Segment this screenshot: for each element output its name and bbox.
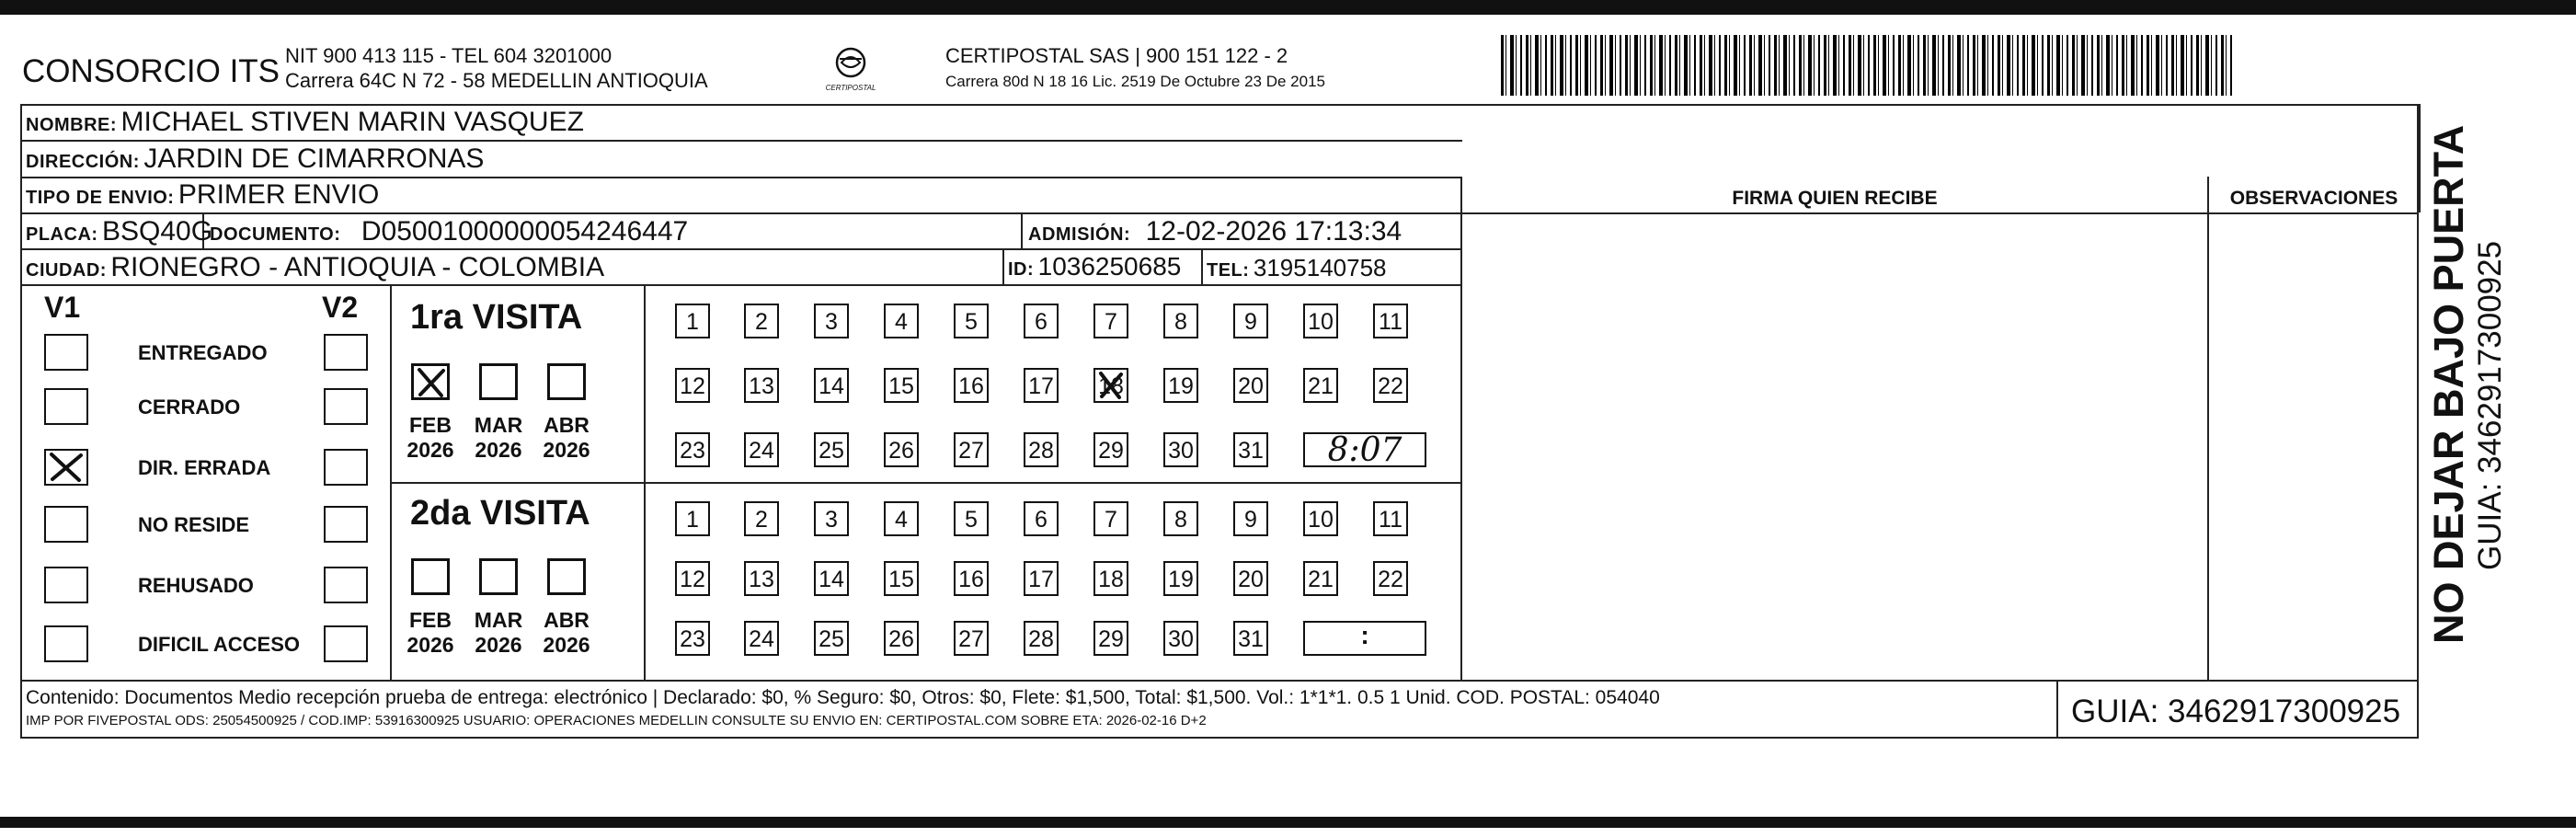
visit-divider [390, 482, 1462, 484]
day-box-27[interactable]: 27 [954, 432, 989, 467]
documento-label: DOCUMENTO: [210, 224, 341, 245]
day-box-8[interactable]: 8 [1163, 304, 1198, 338]
id-value: 1036250685 [1037, 252, 1182, 281]
year-label: 2026 [475, 438, 522, 462]
placa-row [26, 218, 212, 246]
status-label: DIR. ERRADA [138, 456, 271, 479]
day-box-26[interactable]: 26 [884, 432, 919, 467]
day-box-28[interactable]: 28 [1024, 621, 1059, 656]
col-divider [1201, 248, 1203, 285]
col-divider [2207, 177, 2209, 681]
v1-label: V1 [44, 291, 81, 324]
day-box-15[interactable]: 15 [884, 561, 919, 596]
day-box-22[interactable]: 22 [1373, 368, 1408, 403]
day-box-17[interactable]: 17 [1024, 368, 1059, 403]
tipo-label: TIPO DE ENVIO: [26, 188, 175, 208]
year-label: 2026 [543, 633, 590, 657]
visit2-title: 2da VISITA [410, 494, 590, 533]
id-label: ID: [1008, 259, 1035, 280]
barcode [1501, 35, 2232, 96]
row-divider [20, 140, 1462, 142]
day-box-21[interactable]: 21 [1303, 561, 1338, 596]
placa-value: BSQ40G [102, 216, 213, 247]
carrier-license: Carrera 80d N 18 16 Lic. 2519 De Octubre 23 De 2015 [945, 73, 1325, 90]
x-check-mark [1095, 370, 1127, 401]
certipostal-logo [819, 40, 883, 101]
status-label: ENTREGADO [138, 341, 268, 364]
status-label: CERRADO [138, 396, 241, 418]
x-check-mark [414, 366, 449, 399]
v2-checkbox[interactable] [324, 625, 368, 662]
ciudad-value: RIONEGRO - ANTIOQUIA - COLOMBIA [110, 252, 605, 282]
day-box-31[interactable]: 31 [1233, 432, 1268, 467]
company-name: CONSORCIO ITS [22, 53, 280, 89]
nombre-label: NOMBRE: [26, 115, 118, 135]
day-box-19[interactable]: 19 [1163, 368, 1198, 403]
documento-row [210, 218, 688, 246]
month-label: MAR [474, 413, 523, 437]
day-box-16[interactable]: 16 [954, 368, 989, 403]
month-checkbox-feb[interactable] [411, 558, 450, 595]
day-box-1[interactable]: 1 [675, 501, 710, 536]
certipostal-logo-text: CERTIPOSTAL [825, 84, 876, 92]
month-label: ABR [544, 413, 590, 437]
day-box-5[interactable]: 5 [954, 501, 989, 536]
row-divider [20, 284, 1462, 286]
day-box-24[interactable]: 24 [744, 432, 779, 467]
visit1-title: 1ra VISITA [410, 298, 583, 337]
year-label: 2026 [406, 438, 454, 462]
day-box-4[interactable]: 4 [884, 501, 919, 536]
month-label: ABR [544, 608, 590, 632]
top-edge-band [0, 0, 2576, 15]
month-checkbox-mar[interactable] [479, 558, 518, 595]
observaciones-header: OBSERVACIONES [2229, 188, 2399, 209]
day-box-14[interactable]: 14 [814, 561, 849, 596]
col-divider [2056, 680, 2058, 739]
tipo-row [26, 181, 379, 209]
footer-line2: IMP POR FIVEPOSTAL ODS: 25054500925 / COD.IMP: 53916300925 USUARIO: OPERACIONES MEDELLIN CONSULTE SU ENVIO EN: CERTIPOSTAL.COM SOBRE ETA: 2026-02-16 D+2 [26, 713, 1207, 728]
day-box-22[interactable]: 22 [1373, 561, 1408, 596]
day-box-18[interactable]: 18 [1093, 561, 1128, 596]
day-box-17[interactable]: 17 [1024, 561, 1059, 596]
day-box-10[interactable]: 10 [1303, 304, 1338, 338]
row-divider [20, 680, 2419, 682]
year-label: 2026 [475, 633, 522, 657]
status-label: NO RESIDE [138, 513, 250, 536]
day-box-24[interactable]: 24 [744, 621, 779, 656]
day-box-23[interactable]: 23 [675, 432, 710, 467]
admision-label: ADMISIÓN: [1028, 224, 1131, 245]
nombre-value: MICHAEL STIVEN MARIN VASQUEZ [120, 107, 584, 137]
carrier-name: CERTIPOSTAL SAS | 900 151 122 - 2 [945, 44, 1288, 67]
side-guia: GUIA: 3462917300925 [2472, 240, 2508, 570]
ciudad-label: CIUDAD: [26, 260, 107, 281]
day-box-9[interactable]: 9 [1233, 501, 1268, 536]
v2-label: V2 [322, 291, 359, 324]
day-box-7[interactable]: 7 [1093, 304, 1128, 338]
day-box-25[interactable]: 25 [814, 432, 849, 467]
day-box-6[interactable]: 6 [1024, 501, 1059, 536]
status-label: DIFICIL ACCESO [138, 633, 301, 656]
day-box-25[interactable]: 25 [814, 621, 849, 656]
v2-checkbox[interactable] [324, 567, 368, 603]
year-label: 2026 [406, 633, 454, 657]
v2-checkbox[interactable] [324, 449, 368, 486]
tel-value: 3195140758 [1253, 254, 1387, 281]
v2-checkbox[interactable] [324, 506, 368, 543]
nombre-row [26, 109, 584, 136]
col-divider [2419, 104, 2421, 212]
documento-value: D05001000000054246447 [361, 216, 689, 247]
day-box-11[interactable]: 11 [1373, 304, 1408, 338]
day-box-14[interactable]: 14 [814, 368, 849, 403]
time-box[interactable] [1303, 432, 1426, 467]
day-box-30[interactable]: 30 [1163, 621, 1198, 656]
admision-value: 12-02-2026 17:13:34 [1145, 216, 1402, 247]
month-label: FEB [409, 608, 452, 632]
col-divider [1460, 177, 1462, 681]
day-box-29[interactable]: 29 [1093, 621, 1128, 656]
v1-checkbox[interactable] [44, 388, 88, 425]
id-row [1008, 254, 1181, 280]
footer-guia: GUIA: 3462917300925 [2071, 694, 2401, 729]
v2-checkbox[interactable] [324, 334, 368, 371]
footer-line1: Contenido: Documentos Medio recepción prueba de entrega: electrónico | Declarado: $0, % Seguro: $0, Otros: $0, Flete: $1,500, Total: $1,500. Vol.: 1*1*1. 0.5 1 Unid. COD. POSTAL: 054040 [26, 687, 1660, 708]
day-box-15[interactable]: 15 [884, 368, 919, 403]
month-label: MAR [474, 608, 523, 632]
day-box-2[interactable]: 2 [744, 304, 779, 338]
tel-label: TEL: [1207, 260, 1250, 281]
month-checkbox-feb[interactable] [411, 363, 450, 400]
month-checkbox-abr[interactable] [547, 558, 586, 595]
day-box-31[interactable]: 31 [1233, 621, 1268, 656]
day-box-8[interactable]: 8 [1163, 501, 1198, 536]
day-box-4[interactable]: 4 [884, 304, 919, 338]
col-divider [1002, 248, 1004, 285]
day-box-29[interactable]: 29 [1093, 432, 1128, 467]
year-label: 2026 [543, 438, 590, 462]
month-checkbox-abr[interactable] [547, 363, 586, 400]
day-box-23[interactable]: 23 [675, 621, 710, 656]
v1-checkbox[interactable] [44, 625, 88, 662]
day-box-10[interactable]: 10 [1303, 501, 1338, 536]
v2-checkbox[interactable] [324, 388, 368, 425]
firma-header: FIRMA QUIEN RECIBE [1732, 188, 1938, 209]
day-box-12[interactable]: 12 [675, 368, 710, 403]
tipo-value: PRIMER ENVIO [177, 179, 380, 210]
v1-checkbox[interactable] [44, 506, 88, 543]
day-box-27[interactable]: 27 [954, 621, 989, 656]
day-box-19[interactable]: 19 [1163, 561, 1198, 596]
bottom-edge-band [0, 817, 2576, 828]
day-box-2[interactable]: 2 [744, 501, 779, 536]
v1-checkbox[interactable] [44, 334, 88, 371]
col-divider [1021, 212, 1023, 249]
day-box-13[interactable]: 13 [744, 561, 779, 596]
tel-row [1207, 256, 1387, 280]
day-box-1[interactable]: 1 [675, 304, 710, 338]
direccion-value: JARDIN DE CIMARRONAS [143, 143, 485, 174]
direccion-row [26, 145, 484, 173]
day-box-28[interactable]: 28 [1024, 432, 1059, 467]
row-divider [20, 177, 1462, 178]
status-label: REHUSADO [138, 574, 254, 597]
ciudad-row [26, 254, 604, 281]
company-nit-tel: NIT 900 413 115 - TEL 604 3201000 [285, 44, 613, 67]
day-box-9[interactable]: 9 [1233, 304, 1268, 338]
month-label: FEB [409, 413, 452, 437]
day-box-20[interactable]: 20 [1233, 368, 1268, 403]
company-address: Carrera 64C N 72 - 58 MEDELLIN ANTIOQUIA [285, 69, 708, 92]
time-separator: : [1360, 621, 1369, 649]
v1-checkbox[interactable] [44, 449, 88, 486]
day-box-12[interactable]: 12 [675, 561, 710, 596]
day-box-13[interactable]: 13 [744, 368, 779, 403]
day-box-5[interactable]: 5 [954, 304, 989, 338]
day-box-18[interactable]: 18 [1093, 368, 1128, 403]
day-box-20[interactable]: 20 [1233, 561, 1268, 596]
visit-col-divider [644, 285, 646, 681]
day-box-30[interactable]: 30 [1163, 432, 1198, 467]
day-box-3[interactable]: 3 [814, 501, 849, 536]
row-divider [20, 248, 1462, 250]
day-box-21[interactable]: 21 [1303, 368, 1338, 403]
day-box-7[interactable]: 7 [1093, 501, 1128, 536]
month-checkbox-mar[interactable] [479, 363, 518, 400]
time-box[interactable] [1303, 621, 1426, 656]
day-box-11[interactable]: 11 [1373, 501, 1408, 536]
day-box-6[interactable]: 6 [1024, 304, 1059, 338]
row-divider [20, 212, 2419, 214]
v1-checkbox[interactable] [44, 567, 88, 603]
placa-label: PLACA: [26, 224, 98, 245]
direccion-label: DIRECCIÓN: [26, 152, 140, 172]
handwritten-time: 8:07 [1327, 431, 1402, 469]
day-box-3[interactable]: 3 [814, 304, 849, 338]
day-box-26[interactable]: 26 [884, 621, 919, 656]
day-box-16[interactable]: 16 [954, 561, 989, 596]
no-dejar-bajo-puerta: NO DEJAR BAJO PUERTA [2425, 124, 2472, 644]
admision-row [1028, 218, 1402, 246]
x-check-mark [46, 451, 86, 484]
